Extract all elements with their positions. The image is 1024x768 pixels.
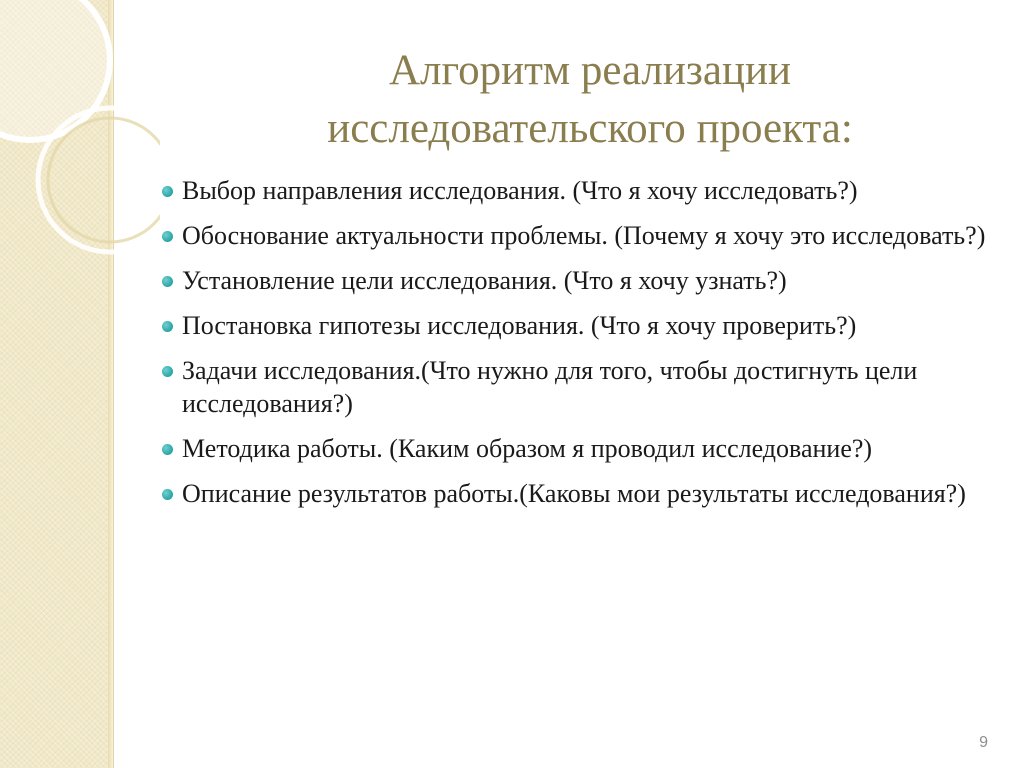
list-item-text: Установление цели исследования. (Что я хочу узнать?) — [182, 266, 787, 295]
list-item — [160, 432, 1000, 465]
bullet-dot-icon — [162, 321, 173, 332]
list-item-text: Методика работы. (Каким образом я проводил исследование?) — [182, 434, 873, 463]
list-item — [160, 219, 1000, 252]
list-item — [160, 309, 1000, 342]
page-number: 9 — [979, 734, 988, 751]
bullet-list — [160, 174, 1000, 522]
bullet-dot-icon — [162, 489, 173, 500]
title-line-1: Алгоритм реализации — [389, 47, 791, 94]
list-item — [160, 174, 1000, 207]
list-item — [160, 477, 1000, 510]
bullet-dot-icon — [162, 231, 173, 242]
list-item-text: Описание результатов работы.(Каковы мои результаты исследования?) — [182, 479, 966, 508]
ring-medium — [38, 108, 160, 252]
list-item-text: Выбор направления исследования. (Что я хочу исследовать?) — [182, 176, 858, 205]
bullet-dot-icon — [162, 276, 173, 287]
list-item-text: Постановка гипотезы исследования. (Что я хочу проверить?) — [182, 311, 857, 340]
title-line-2: исследовательского проекта: — [327, 105, 853, 152]
bullet-dot-icon — [162, 366, 173, 377]
decorative-rings-icon — [0, 0, 160, 260]
list-item — [160, 264, 1000, 297]
bullet-dot-icon — [162, 444, 173, 455]
list-item — [160, 354, 1000, 420]
slide-title — [190, 42, 990, 158]
bullet-dot-icon — [162, 186, 173, 197]
list-item-text: Обоснование актуальности проблемы. (Почему я хочу это исследовать?) — [182, 221, 986, 250]
ring-medium-inner — [48, 118, 160, 242]
list-item-text: Задачи исследования.(Что нужно для того, чтобы достигнуть цели исследования?) — [182, 356, 918, 418]
